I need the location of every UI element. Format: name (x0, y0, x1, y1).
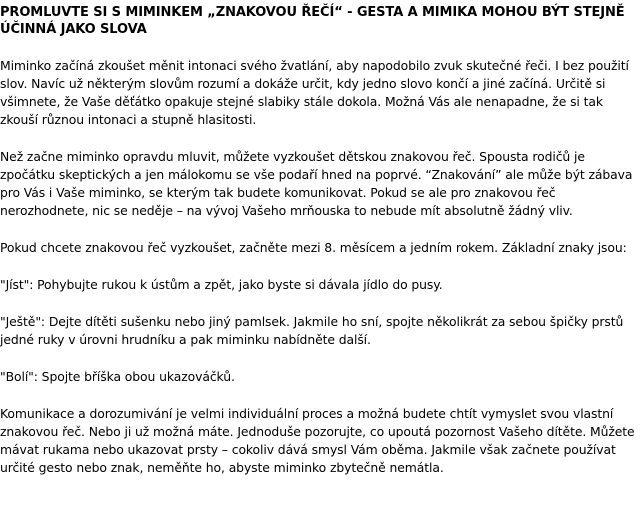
paragraph-basic-signs: Pokud chcete znakovou řeč vyzkoušet, začněte mezi 8. měsícem a jedním rokem. Základní znaky jsou: (0, 240, 627, 255)
paragraph-communication: Komunikace a dorozumivání je velmi individuální proces a možná budete chtít vymyslet svou vlastní znakovou řeč. Nebo ji už možná máte. Jednoduše pozorujte, co upoutá pozornost Vašeho dítěte. Můžete mávat rukama nebo ukazovat prsty – cokoliv dává smysl Vám oběma. Jakmile však začnete používat určité gesto nebo znak, neměňte ho, abyste miminko zbytečně nemátla. (0, 406, 635, 475)
paragraph-sign-language: Než začne miminko opravdu mluvit, můžete vyzkoušet dětskou znakovou řeč. Spousta rodičů je zpočátku skeptických a jen málokomu se vše podaří hned na poprvé. “Znakování” ale může být zábava pro Vás i Vaše miminko, se kterým tak budete komunikovat. Pokud se ale pro znakovou řeč nerozhodnete, nic se neděje – na vývoj Vašeho mrňouska to nebude mít absolutně žádný vliv. (0, 149, 633, 218)
paragraph-sign-more: "Ještě": Dejte dítěti sušenku nebo jiný pamlsek. Jakmile ho sní, spojte několikrát za sebou špičky prstů jedné ruky v úrovni hrudníku a pak miminku nabídněte další. (0, 314, 624, 347)
paragraph-intro: Miminko začíná zkoušet měnit intonaci svého žvatlání, aby napodobilo zvuk skutečné řeči. I bez použití slov. Navíc už některým slovům rozumí a dokáže určit, kdy jedno slovo končí a jiné začíná. Určitě si všimnete, že Vaše děťátko opakuje stejné slabiky stále dokola. Možná Vás ale nenapadne, že si tak zkouší různou intonaci a stupně hlasitosti. (0, 58, 629, 127)
article-title: PROMLUVTE SI S MIMINKEM „ZNAKOVOU ŘEČÍ“ - GESTA A MIMIKA MOHOU BÝT STEJNĚ ÚČINNÁ JAKO SLOVA (0, 5, 625, 37)
paragraph-sign-eat: "Jíst": Pohybujte rukou k ústům a zpět, jako byste si dávala jídlo do pusy. (0, 277, 443, 292)
paragraph-sign-hurts: "Bolí": Spojte bříška obou ukazováčků. (0, 369, 235, 384)
